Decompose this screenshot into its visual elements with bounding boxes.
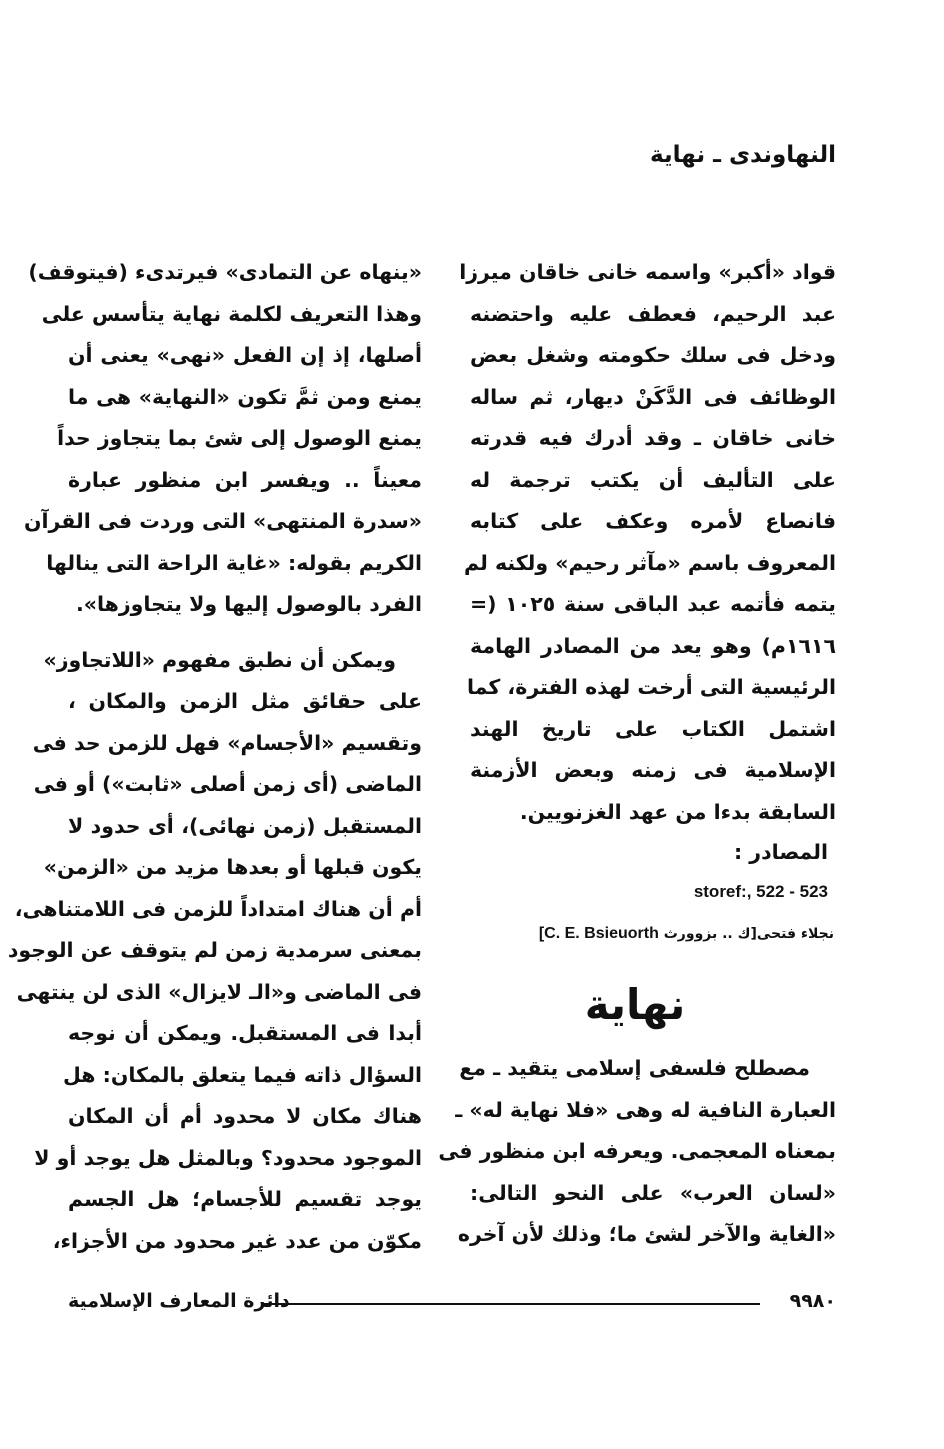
text-line: الرئيسية التى أرخت لهذه الفترة، كما — [466, 675, 836, 699]
publication-title: دائرة المعارف الإسلامية — [68, 1290, 290, 1312]
text-line: الوظائف فى الدَّكَنْ ديهار، ثم ساله — [470, 384, 836, 409]
text-line: فانصاع لأمره وعكف على كتابه — [470, 509, 836, 533]
text-line: يمنع ومن ثمَّ تكون «النهاية» هى ما — [68, 384, 422, 409]
text-line: ويمكن أن نطبق مفهوم «اللاتجاوز» — [43, 647, 396, 672]
text-line: معيناً .. ويفسر ابن منظور عبارة — [68, 467, 422, 492]
text-line: أم أن هناك امتداداً للزمن فى اللامتناهى، — [14, 896, 422, 921]
text-line: الإسلامية فى زمنه وبعض الأزمنة — [470, 758, 836, 782]
text-line: العبارة النافية له وهى «فلا نهاية له» ـ — [455, 1097, 836, 1122]
right-column-body — [459, 252, 836, 833]
text-line: يكون قبلها أو بعدها مزيد من «الزمن» — [43, 855, 422, 879]
text-line: أبدا فى المستقبل. ويمكن أن نوجه — [68, 1021, 422, 1045]
running-head: النهاوندى ـ نهاية — [650, 142, 836, 168]
text-line: يمنع الوصول إلى شئ بما يتجاوز حداً — [57, 426, 422, 450]
paragraph-gap — [68, 626, 422, 640]
text-line: قواد «أكبر» واسمه خانى خاقان ميرزا — [459, 260, 836, 284]
text-line: المستقبل (زمن نهائى)، أى حدود لا — [68, 813, 422, 838]
text-line: يوجد تقسيم للأجسام؛ هل الجسم — [68, 1187, 422, 1211]
text-line: مكوّن من عدد غير محدود من الأجزاء، — [52, 1228, 422, 1253]
text-line: ١٦١٦م) وهو يعد من المصادر الهامة — [470, 633, 836, 658]
author-name-arabic: نجلاء فتحى[ك .. بزوورث — [663, 926, 834, 942]
text-line: فى الماضى و«الـ لايزال» الذى لن ينتهى — [16, 979, 422, 1004]
text-line: بمعناه المعجمى. ويعرفه ابن منظور فى — [438, 1139, 836, 1163]
text-line: «ينهاه عن التمادى» فيرتدىء (فيتوقف) — [28, 260, 422, 284]
sources-label: المصادر : — [733, 840, 828, 864]
text-line: اشتمل الكتاب على تاريخ الهند — [470, 716, 836, 741]
text-line: يتمه فأتمه عبد الباقى سنة ١٠٢٥ (= — [470, 592, 836, 616]
text-line: الماضى (أى زمن أصلى «ثابت») أو فى — [33, 772, 422, 796]
text-line: عبد الرحيم، فعطف عليه واحتضنه — [470, 301, 836, 326]
text-line: بمعنى سرمدية زمن لم يتوقف عن الوجود — [7, 938, 422, 962]
text-line: السابقة بدءا من عهد الغزنويين. — [519, 799, 836, 824]
text-line: هناك مكان لا محدود أم أن المكان — [68, 1104, 422, 1128]
text-line: على حقائق مثل الزمن والمكان ، — [68, 689, 422, 713]
page-number: ٩٩٨٠ — [789, 1290, 836, 1312]
text-line: الموجود محدود؟ وبالمثل هل يوجد أو لا — [34, 1145, 422, 1170]
text-line: المعروف باسم «مآثر رحيم» ولكنه لم — [464, 550, 836, 575]
text-line: وتقسيم «الأجسام» فهل للزمن حد فى — [32, 730, 422, 755]
text-line: ودخل فى سلك حكومته وشغل بعض — [470, 343, 836, 367]
author-name-latin: [C. E. Bsieuorth — [538, 925, 659, 942]
text-line: السؤال ذاته فيما يتعلق بالمكان: هل — [63, 1062, 422, 1087]
text-line: أصلها، إذ إن الفعل «نهى» يعنى أن — [68, 343, 422, 367]
text-line: «سدرة المنتهى» التى وردت فى القرآن — [24, 509, 422, 533]
entry-body — [438, 1048, 836, 1256]
text-line: مصطلح فلسفى إسلامى يتقيد ـ مع — [459, 1056, 810, 1080]
text-line: الفرد بالوصول إليها ولا يتجاوزها». — [75, 592, 422, 616]
footer-rule — [262, 1303, 760, 1305]
sources-reference: storef:, 522 - 523 — [693, 882, 828, 901]
text-line: «الغاية والآخر لشئ ما؛ وذلك لأن آخره — [457, 1222, 836, 1246]
entry-heading: نهاية — [584, 980, 686, 1029]
text-line: على التأليف أن يكتب ترجمة له — [470, 467, 836, 492]
text-line: «لسان العرب» على النحو التالى: — [470, 1180, 836, 1205]
text-line: خانى خاقان ـ وقد أدرك فيه قدرته — [470, 426, 836, 450]
left-column-body — [7, 252, 422, 1262]
text-line: وهذا التعريف لكلمة نهاية يتأسس على — [41, 301, 422, 326]
text-line: الكريم بقوله: «غاية الراحة التى ينالها — [46, 550, 422, 575]
article-author — [539, 925, 834, 943]
